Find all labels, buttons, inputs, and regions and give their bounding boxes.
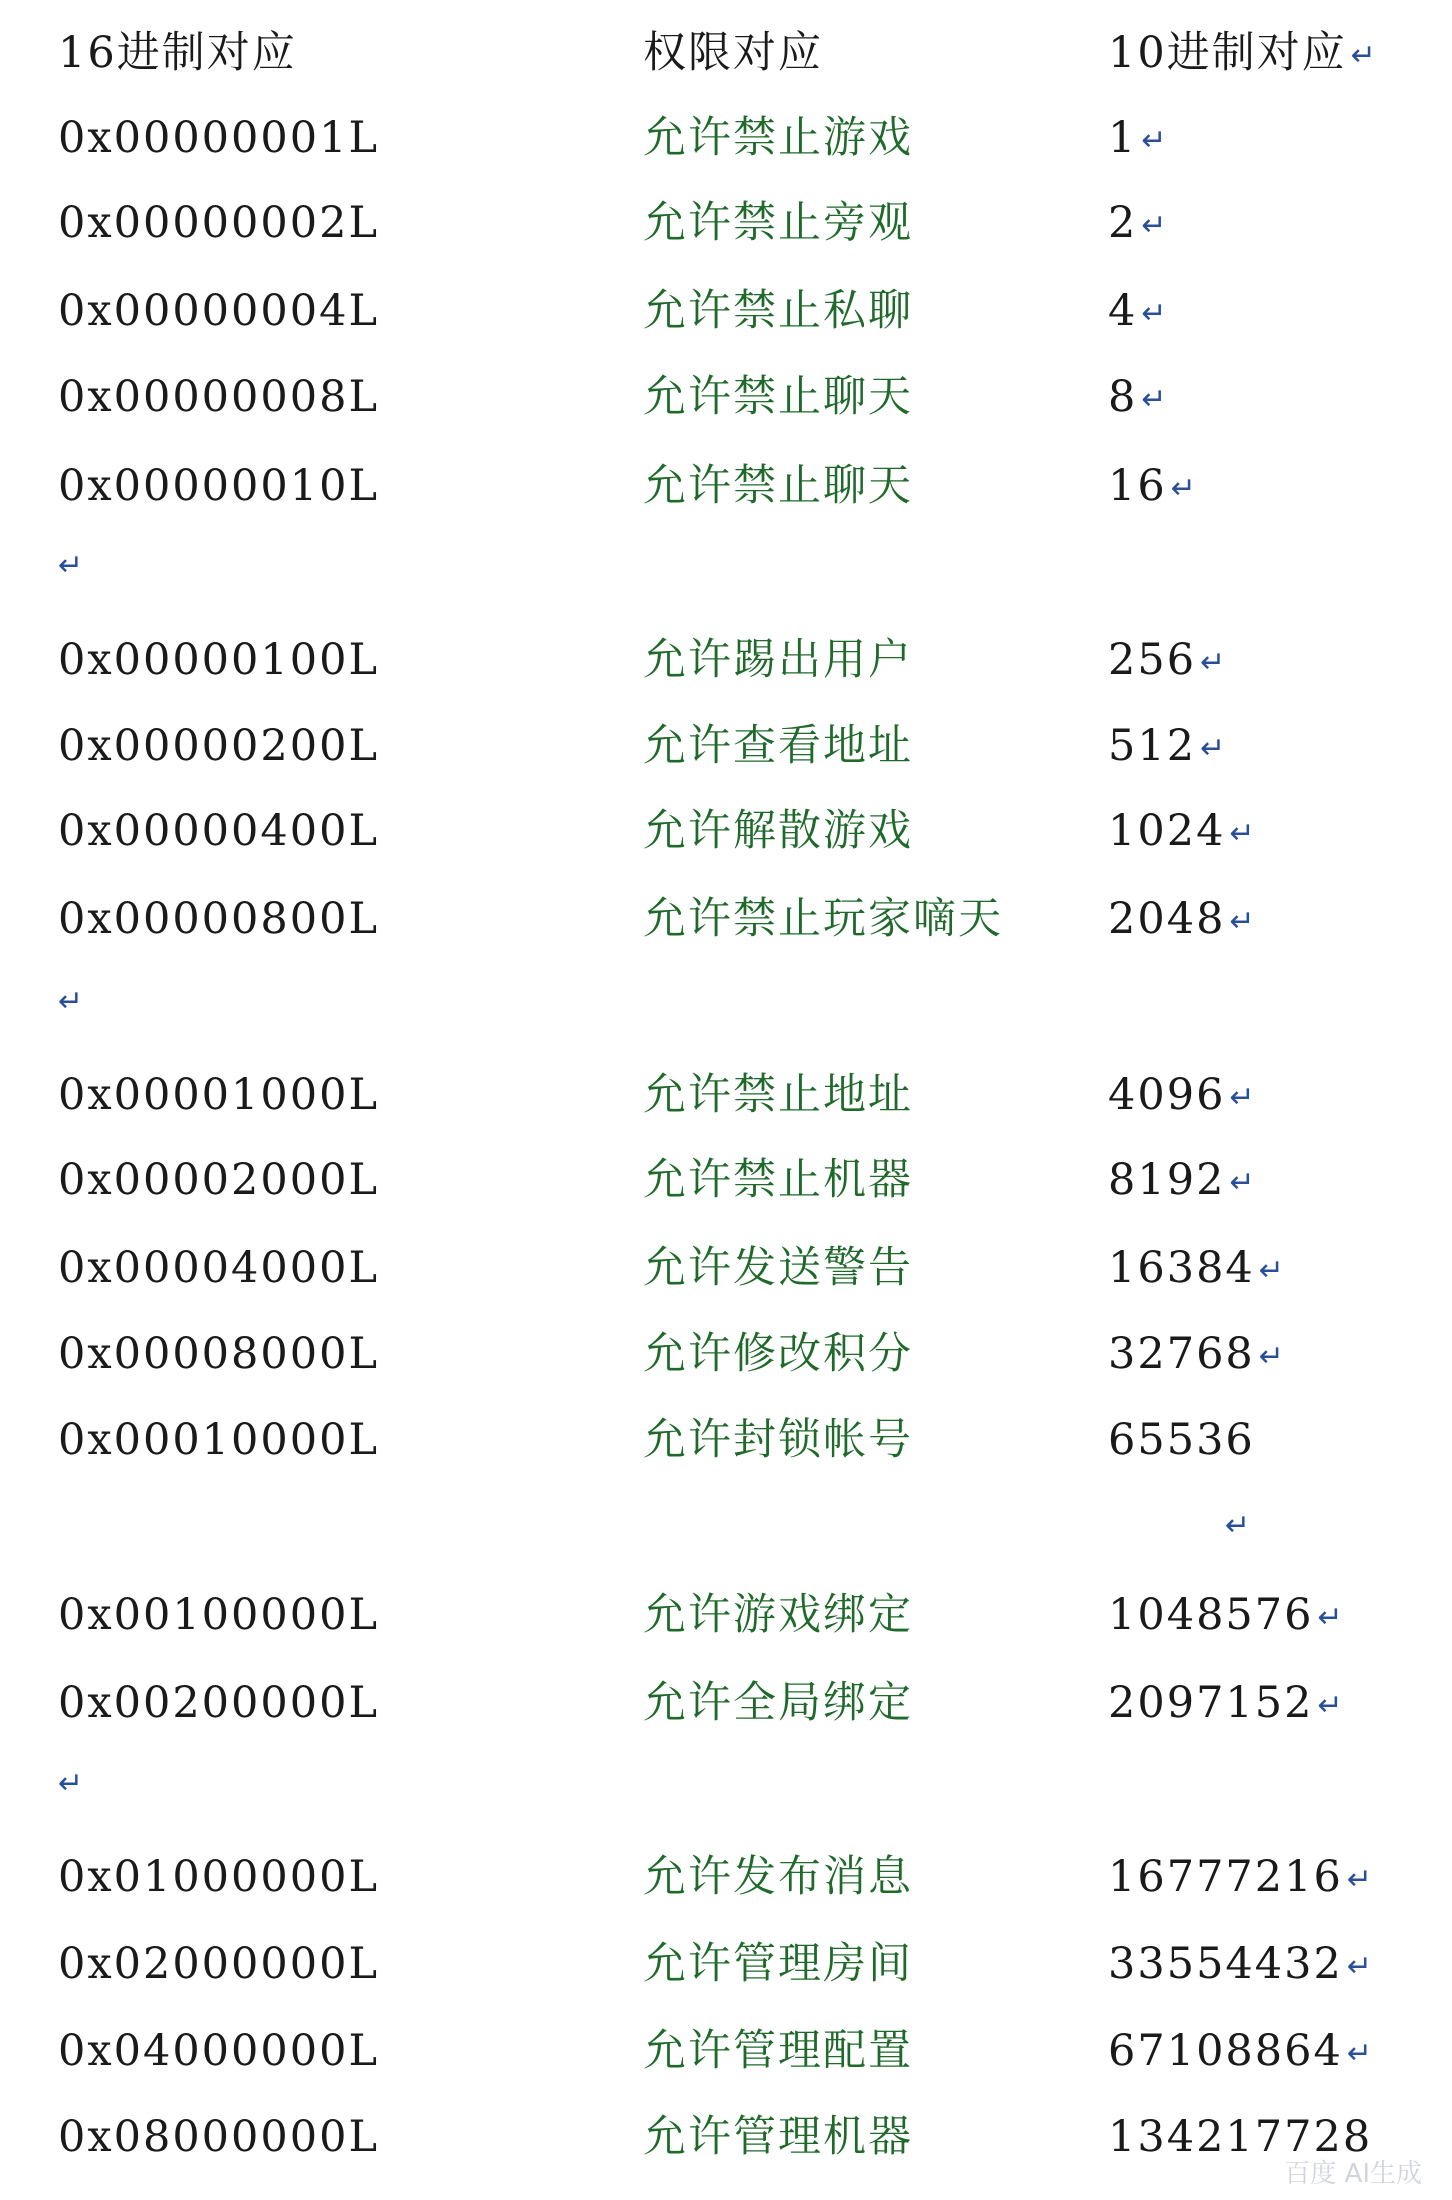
row-dec: 512 ↵ bbox=[1108, 721, 1228, 771]
row-perm: 允许禁止旁观 bbox=[643, 198, 913, 248]
table-row bbox=[0, 1842, 1452, 1912]
paragraph-mark-icon: ↵ bbox=[1141, 296, 1169, 331]
paragraph-mark-icon: ↵ bbox=[1229, 904, 1257, 939]
row-dec: 2 ↵ bbox=[1108, 198, 1169, 248]
header-hex: 16进制对应 bbox=[58, 28, 297, 78]
row-dec: 8192 ↵ bbox=[1108, 1155, 1257, 1205]
table-row bbox=[0, 1233, 1452, 1303]
table-row bbox=[0, 884, 1452, 954]
row-dec: 67108864 ↵ bbox=[1108, 2026, 1375, 2076]
row-perm: 允许游戏绑定 bbox=[643, 1590, 913, 1640]
table-row bbox=[0, 1060, 1452, 1130]
table-row bbox=[0, 1405, 1452, 1475]
row-perm: 允许管理房间 bbox=[643, 1939, 913, 1989]
row-perm: 允许查看地址 bbox=[643, 721, 913, 771]
paragraph-mark-icon: ↵ bbox=[1170, 471, 1198, 506]
row-dec: 32768 ↵ bbox=[1108, 1329, 1286, 1379]
paragraph-mark-icon: ↵ bbox=[1346, 1862, 1375, 1897]
row-perm: 允许发布消息 bbox=[643, 1852, 913, 1902]
row-hex: 0x08000000L bbox=[58, 2112, 380, 2162]
row-dec: 2097152 ↵ bbox=[1108, 1678, 1345, 1728]
header-dec: 10进制对应 ↵ bbox=[1108, 28, 1378, 78]
paragraph-mark-icon: ↵ bbox=[1225, 1508, 1251, 1543]
row-dec: 4 ↵ bbox=[1108, 286, 1169, 336]
row-hex: 0x00200000L bbox=[58, 1678, 380, 1728]
row-hex: 0x02000000L bbox=[58, 1939, 380, 1989]
row-dec: 16 ↵ bbox=[1108, 461, 1198, 511]
row-hex: 0x01000000L bbox=[58, 1852, 380, 1902]
paragraph-mark-icon: ↵ bbox=[1229, 816, 1257, 851]
row-hex: 0x00000400L bbox=[58, 806, 380, 856]
row-dec: 1024 ↵ bbox=[1108, 806, 1257, 856]
row-perm: 允许禁止玩家嘀天 bbox=[643, 894, 1003, 944]
row-perm: 允许禁止聊天 bbox=[643, 372, 913, 422]
table-row bbox=[0, 103, 1452, 173]
paragraph-mark-icon: ↵ bbox=[1317, 1600, 1345, 1635]
row-perm: 允许发送警告 bbox=[643, 1243, 913, 1293]
row-hex: 0x00010000L bbox=[58, 1415, 380, 1465]
paragraph-mark-icon: ↵ bbox=[58, 984, 84, 1019]
paragraph-mark-icon: ↵ bbox=[1346, 2036, 1375, 2071]
table-row bbox=[0, 1668, 1452, 1738]
row-hex: 0x00000800L bbox=[58, 894, 380, 944]
row-hex: 0x00000200L bbox=[58, 721, 380, 771]
header-perm: 权限对应 bbox=[643, 28, 823, 78]
row-dec: 1048576 ↵ bbox=[1108, 1590, 1345, 1640]
row-perm: 允许全局绑定 bbox=[643, 1678, 913, 1728]
row-hex: 0x00100000L bbox=[58, 1590, 380, 1640]
row-hex: 0x00000100L bbox=[58, 635, 380, 685]
row-hex: 0x00000008L bbox=[58, 372, 380, 422]
row-dec: 33554432 ↵ bbox=[1108, 1939, 1375, 1989]
row-hex: 0x00004000L bbox=[58, 1243, 380, 1293]
row-dec: 256 ↵ bbox=[1108, 635, 1228, 685]
row-perm: 允许封锁帐号 bbox=[643, 1415, 913, 1465]
row-hex: 0x04000000L bbox=[58, 2026, 380, 2076]
paragraph-mark-icon: ↵ bbox=[1346, 1949, 1375, 1984]
paragraph-mark-icon: ↵ bbox=[1229, 1080, 1257, 1115]
paragraph-mark-icon: ↵ bbox=[1229, 1165, 1257, 1200]
row-hex: 0x00000002L bbox=[58, 198, 380, 248]
paragraph-mark-icon: ↵ bbox=[58, 548, 84, 583]
paragraph-mark-icon: ↵ bbox=[1141, 382, 1169, 417]
table-row bbox=[0, 276, 1452, 346]
table-header bbox=[0, 18, 1452, 88]
paragraph-mark-icon: ↵ bbox=[1200, 731, 1228, 766]
table-row bbox=[0, 1319, 1452, 1389]
table-row bbox=[0, 451, 1452, 521]
row-hex: 0x00000010L bbox=[58, 461, 380, 511]
row-perm: 允许踢出用户 bbox=[643, 635, 913, 685]
paragraph-mark-icon: ↵ bbox=[1258, 1253, 1286, 1288]
table-row bbox=[0, 796, 1452, 866]
row-perm: 允许修改积分 bbox=[643, 1329, 913, 1379]
row-hex: 0x00000001L bbox=[58, 113, 380, 163]
paragraph-mark-icon: ↵ bbox=[1317, 1688, 1345, 1723]
row-hex: 0x00002000L bbox=[58, 1155, 380, 1205]
paragraph-mark-icon: ↵ bbox=[1141, 123, 1169, 158]
paragraph-mark-icon: ↵ bbox=[1141, 208, 1169, 243]
table-row bbox=[0, 1580, 1452, 1650]
row-dec: 134217728 bbox=[1108, 2112, 1373, 2162]
row-perm: 允许禁止私聊 bbox=[643, 286, 913, 336]
row-perm: 允许禁止地址 bbox=[643, 1070, 913, 1120]
table-row bbox=[0, 711, 1452, 781]
row-perm: 允许解散游戏 bbox=[643, 806, 913, 856]
paragraph-mark-icon: ↵ bbox=[1200, 645, 1228, 680]
table-row bbox=[0, 625, 1452, 695]
row-dec: 16777216 ↵ bbox=[1108, 1852, 1375, 1902]
row-dec: 16384 ↵ bbox=[1108, 1243, 1286, 1293]
paragraph-mark-icon: ↵ bbox=[1258, 1339, 1286, 1374]
table-row bbox=[0, 2102, 1452, 2172]
row-dec: 4096 ↵ bbox=[1108, 1070, 1257, 1120]
row-perm: 允许禁止游戏 bbox=[643, 113, 913, 163]
row-hex: 0x00008000L bbox=[58, 1329, 380, 1379]
row-dec: 65536 bbox=[1108, 1415, 1255, 1465]
table-row bbox=[0, 1145, 1452, 1215]
row-dec: 1 ↵ bbox=[1108, 113, 1169, 163]
table-row bbox=[0, 362, 1452, 432]
row-perm: 允许禁止聊天 bbox=[643, 461, 913, 511]
row-perm: 允许管理配置 bbox=[643, 2026, 913, 2076]
row-dec: 2048 ↵ bbox=[1108, 894, 1257, 944]
paragraph-mark-icon: ↵ bbox=[58, 1766, 84, 1801]
watermark: 百度 AI生成 bbox=[1284, 2159, 1422, 2189]
row-hex: 0x00001000L bbox=[58, 1070, 380, 1120]
table-row bbox=[0, 188, 1452, 258]
row-perm: 允许禁止机器 bbox=[643, 1155, 913, 1205]
row-dec: 8 ↵ bbox=[1108, 372, 1169, 422]
table-row bbox=[0, 1929, 1452, 1999]
row-hex: 0x00000004L bbox=[58, 286, 380, 336]
paragraph-mark-icon: ↵ bbox=[1350, 38, 1378, 73]
row-perm: 允许管理机器 bbox=[643, 2112, 913, 2162]
table-row bbox=[0, 2016, 1452, 2086]
